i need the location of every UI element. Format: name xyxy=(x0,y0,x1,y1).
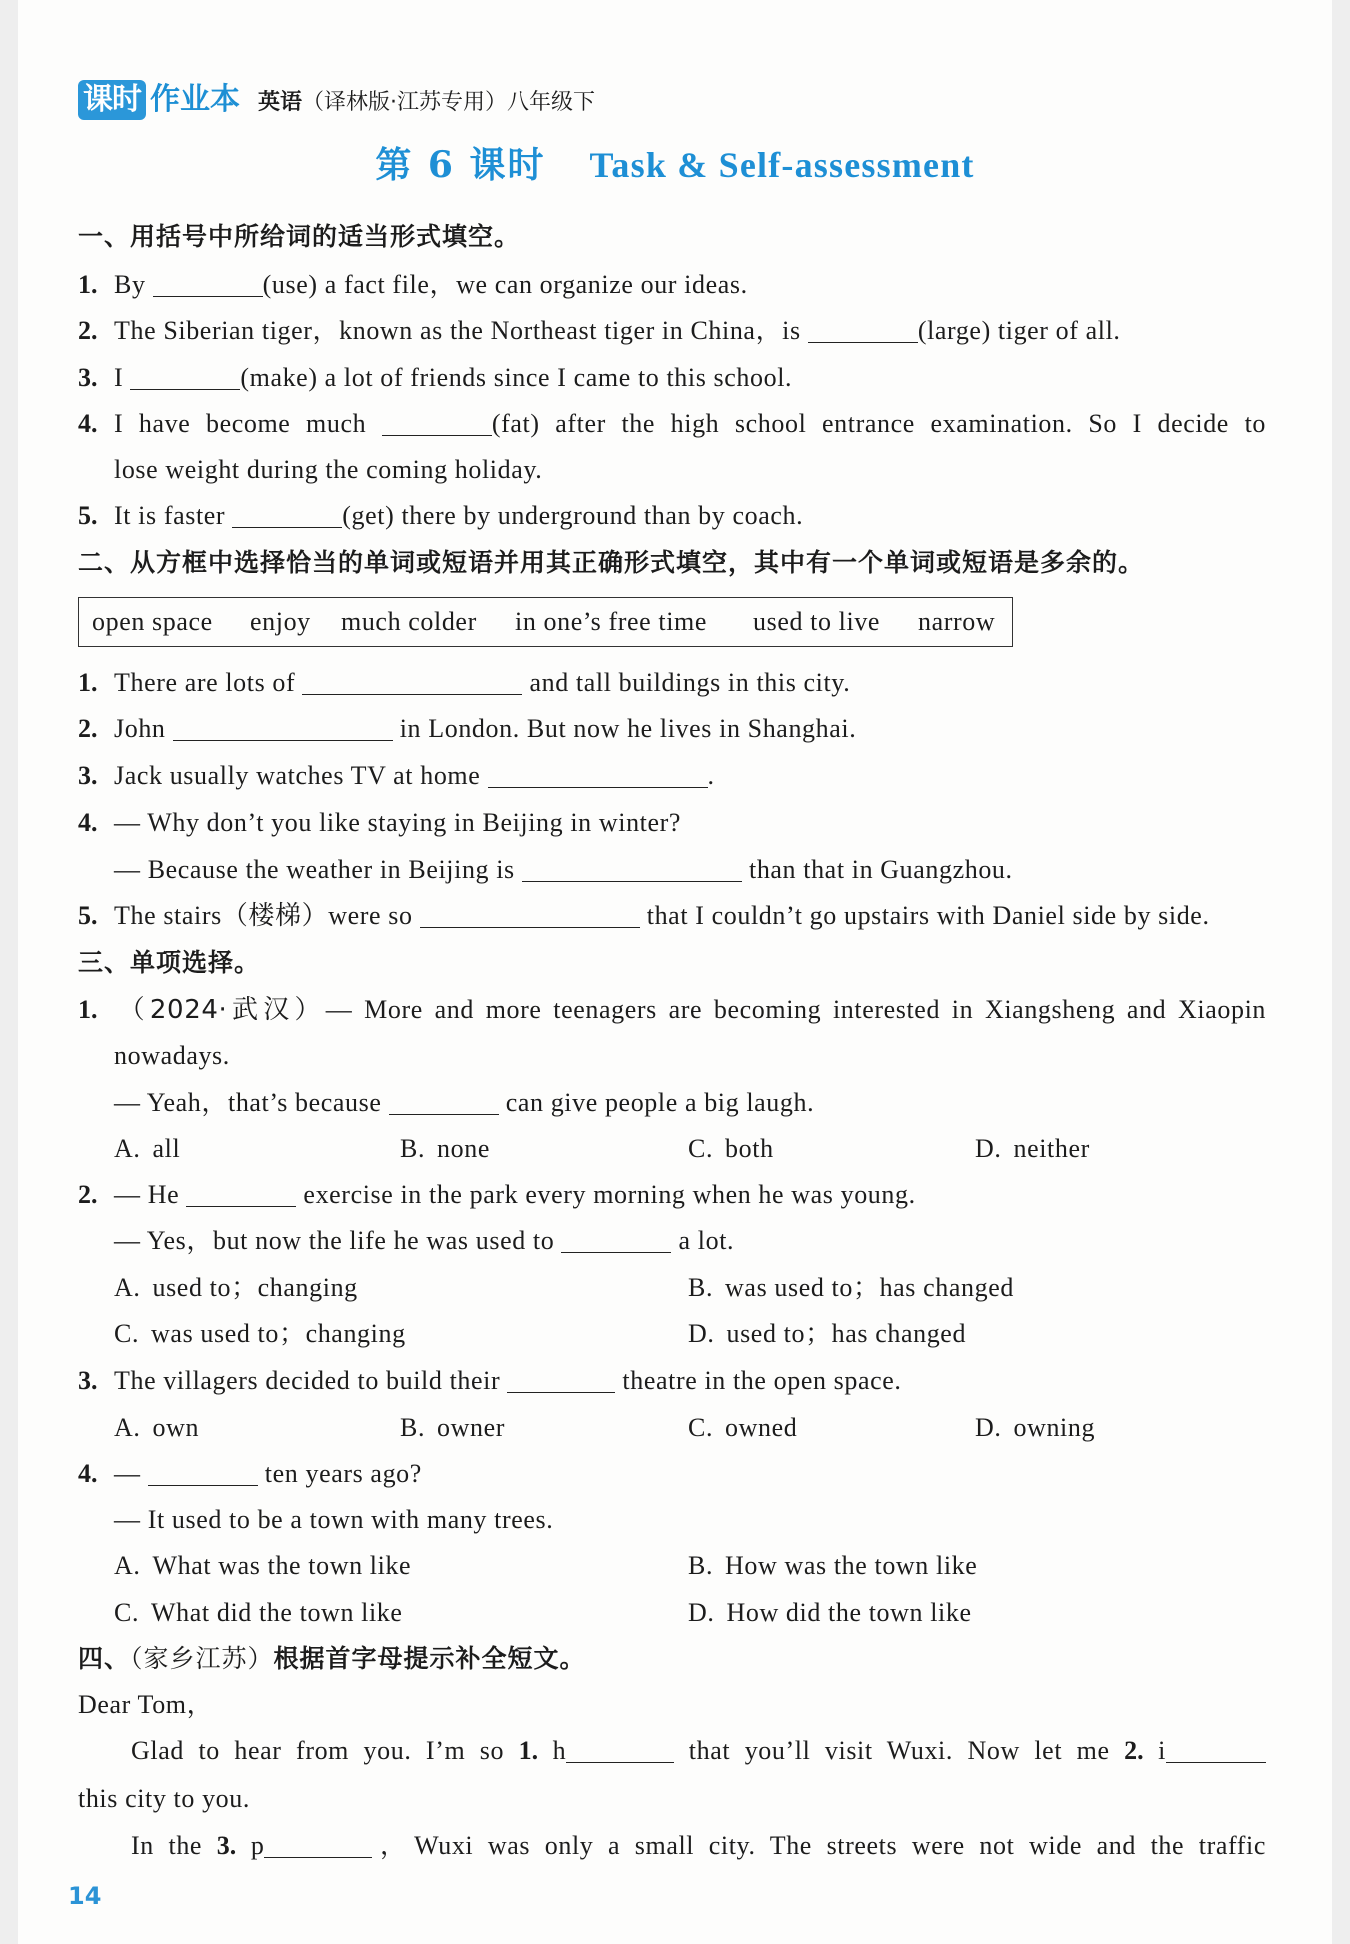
answer-blank xyxy=(1166,1738,1266,1763)
s2-q3-number: 3. xyxy=(78,761,98,790)
s1-q4-hint: (fat) after the high school entrance examination. So I decide to xyxy=(491,409,1266,438)
initial-letter-hint: p xyxy=(236,1831,265,1860)
s2-q5-number: 5. xyxy=(78,901,98,930)
s3-q1-options xyxy=(78,1126,1266,1172)
s3-q4-options-cd xyxy=(78,1590,1266,1636)
s2-q5-text: The stairs xyxy=(114,901,222,930)
subject-label: 英语 xyxy=(258,89,303,115)
s2-q1-text: There are lots of xyxy=(114,668,303,697)
s3-question-3 xyxy=(78,1358,1266,1404)
s3-q3-text-end: theatre in the open space. xyxy=(615,1366,902,1395)
option-a xyxy=(114,1543,411,1589)
blank-number-3: 3. xyxy=(216,1831,237,1860)
passage-line-2: this city to you. xyxy=(78,1784,250,1813)
s2-q4-text-end: than that in Guangzhou. xyxy=(741,855,1013,884)
initial-letter-hint: i xyxy=(1143,1736,1166,1765)
option-letter: D. xyxy=(688,1319,715,1348)
s2-question-2 xyxy=(78,706,1266,752)
letter-greeting: Dear Tom， xyxy=(78,1690,214,1719)
s2-q4-number: 4. xyxy=(78,808,98,837)
logo-badge: 课时 xyxy=(78,80,146,120)
section-4-prefix: 四、 xyxy=(78,1644,131,1673)
section-4-tag: （家乡江苏） xyxy=(130,1644,274,1673)
option-text: used to；changing xyxy=(152,1273,358,1302)
s1-q2-number: 2. xyxy=(78,316,98,345)
s1-question-4 xyxy=(78,401,1266,447)
s1-question-1 xyxy=(78,262,1266,308)
option-text: none xyxy=(437,1134,490,1163)
s3-q2-options-cd xyxy=(78,1311,1266,1357)
s3-q2-line2-end: a lot. xyxy=(671,1226,735,1255)
answer-blank xyxy=(130,365,240,390)
option-letter: B. xyxy=(688,1273,714,1302)
blank-number-1: 1. xyxy=(518,1736,539,1765)
option-letter: A. xyxy=(114,1273,141,1302)
option-text: owning xyxy=(1013,1413,1096,1442)
s2-q3-text: Jack usually watches TV at home xyxy=(114,761,488,790)
s3-q1-number: 1. xyxy=(78,995,98,1024)
s3-question-4 xyxy=(78,1451,1266,1497)
option-letter: D. xyxy=(688,1598,715,1627)
answer-blank xyxy=(232,503,342,528)
s2-question-3 xyxy=(78,753,1266,799)
option-b xyxy=(400,1126,490,1172)
s1-question-3 xyxy=(78,355,1266,401)
s2-question-1 xyxy=(78,660,1266,706)
s2-q4-question: — Why don’t you like staying in Beijing in winter? xyxy=(114,808,682,837)
section-1-heading: 一、用括号中所给词的适当形式填空。 xyxy=(78,222,521,251)
answer-blank xyxy=(808,318,918,343)
word-option: enjoy xyxy=(250,607,311,636)
option-c xyxy=(688,1405,797,1451)
word-option: narrow xyxy=(918,607,996,636)
section-4-heading xyxy=(78,1636,1266,1682)
option-text: What was the town like xyxy=(152,1551,412,1580)
answer-blank xyxy=(561,1228,671,1253)
s2-question-4 xyxy=(78,800,1266,846)
option-c xyxy=(688,1126,774,1172)
s2-q5-text-end: that I couldn’t go upstairs with Daniel side by side. xyxy=(639,901,1210,930)
s2-q4-answer-line xyxy=(78,847,1266,893)
s3-q2-line1-end: exercise in the park every morning when he was young. xyxy=(296,1180,916,1209)
option-text: How did the town like xyxy=(726,1598,972,1627)
option-d xyxy=(975,1405,1095,1451)
s2-q3-text-end: . xyxy=(707,761,715,790)
s3-q1-line3-end: can give people a big laugh. xyxy=(498,1088,815,1117)
passage-text: In the xyxy=(131,1831,217,1860)
s1-q3-number: 3. xyxy=(78,363,98,392)
option-text: was used to；has changed xyxy=(725,1273,1014,1302)
option-text: used to；has changed xyxy=(726,1319,967,1348)
s3-question-2 xyxy=(78,1172,1266,1218)
s2-q1-number: 1. xyxy=(78,668,98,697)
answer-blank xyxy=(382,411,492,436)
s3-q3-options xyxy=(78,1405,1266,1451)
s3-q4-line2: — It used to be a town with many trees. xyxy=(114,1505,554,1534)
section-4-instruction: 根据首字母提示补全短文。 xyxy=(273,1644,586,1673)
option-a xyxy=(114,1405,199,1451)
passage-line-1 xyxy=(78,1728,1266,1774)
s3-q4-line1-end: ten years ago? xyxy=(257,1459,422,1488)
option-text: How was the town like xyxy=(725,1551,978,1580)
option-text: owned xyxy=(725,1413,798,1442)
s3-q2-options-ab xyxy=(78,1265,1266,1311)
answer-blank xyxy=(173,716,393,741)
s3-q1-line3-text: — Yeah，that’s because xyxy=(114,1088,389,1117)
s1-q4-continuation: lose weight during the coming holiday. xyxy=(114,455,543,484)
option-text: all xyxy=(152,1134,181,1163)
answer-blank xyxy=(507,1368,615,1393)
answer-blank xyxy=(389,1090,499,1115)
book-header xyxy=(78,78,595,122)
s2-q2-text: John xyxy=(114,714,173,743)
option-d xyxy=(688,1311,966,1357)
passage-text: Glad to hear from you. I’m so xyxy=(131,1736,519,1765)
s1-question-5 xyxy=(78,493,1266,539)
answer-blank xyxy=(420,903,640,928)
s1-q4-text: I have become much xyxy=(114,409,382,438)
s3-q1-line1: — More and more teenagers are becoming interested in Xiangsheng and Xiaopin xyxy=(325,995,1266,1024)
answer-blank xyxy=(522,857,742,882)
answer-blank xyxy=(264,1833,372,1858)
s2-question-5 xyxy=(78,893,1266,939)
s1-q4-number: 4. xyxy=(78,409,98,438)
option-text: What did the town like xyxy=(151,1598,403,1627)
s3-q3-text: The villagers decided to build their xyxy=(114,1366,508,1395)
s1-q1-text: By xyxy=(114,270,153,299)
s1-q5-hint: (get) there by underground than by coach. xyxy=(342,501,804,530)
s1-q5-number: 5. xyxy=(78,501,98,530)
lesson-number: 第 6 课时 xyxy=(375,144,546,186)
option-letter: D. xyxy=(975,1413,1002,1442)
s3-q2-line2-text: — Yes，but now the life he was used to xyxy=(114,1226,562,1255)
blank-number-2: 2. xyxy=(1124,1736,1144,1765)
s3-q2-line1-text: — He xyxy=(114,1180,187,1209)
s3-q4-options-ab xyxy=(78,1543,1266,1589)
s1-q2-text: The Siberian tiger，known as the Northeast tiger in China，is xyxy=(114,316,808,345)
edition-label: （译林版·江苏专用）八年级下 xyxy=(302,89,596,115)
s2-q4-text: — Because the weather in Beijing is xyxy=(114,855,522,884)
option-text: was used to；changing xyxy=(151,1319,406,1348)
logo-text: 作业本 xyxy=(150,82,240,117)
s3-q4-line1-text: — xyxy=(114,1459,148,1488)
option-text: neither xyxy=(1013,1134,1090,1163)
s1-question-2 xyxy=(78,308,1266,354)
word-option: much colder xyxy=(341,607,477,636)
word-option: used to live xyxy=(753,607,881,636)
option-c xyxy=(114,1311,406,1357)
section-3-heading: 三、单项选择。 xyxy=(78,948,261,977)
option-b xyxy=(688,1543,977,1589)
s3-q1-line3 xyxy=(78,1080,1266,1126)
page-number: 14 xyxy=(68,1882,102,1910)
s1-q1-number: 1. xyxy=(78,270,98,299)
option-text: own xyxy=(152,1413,200,1442)
option-b xyxy=(688,1265,1014,1311)
s1-q3-text: I xyxy=(114,363,131,392)
option-d xyxy=(688,1590,972,1636)
word-option: open space xyxy=(92,607,213,636)
passage-text: ，Wuxi was only a small city. The streets were not wide and the traffic xyxy=(372,1831,1267,1860)
option-a xyxy=(114,1126,180,1172)
option-letter: C. xyxy=(114,1319,140,1348)
answer-blank xyxy=(302,670,522,695)
option-letter: B. xyxy=(400,1134,426,1163)
option-letter: C. xyxy=(688,1413,714,1442)
page-title xyxy=(0,137,1350,193)
s2-q2-number: 2. xyxy=(78,714,98,743)
option-text: owner xyxy=(437,1413,506,1442)
word-box xyxy=(78,597,1013,647)
s3-q1-line2: nowadays. xyxy=(114,1041,230,1070)
option-letter: A. xyxy=(114,1413,141,1442)
s3-q2-number: 2. xyxy=(78,1180,98,1209)
section-2-heading: 二、从方框中选择恰当的单词或短语并用其正确形式填空，其中有一个单词或短语是多余的。 xyxy=(78,548,1145,577)
answer-blank xyxy=(153,272,263,297)
word-option: in one’s free time xyxy=(515,607,708,636)
option-b xyxy=(400,1405,505,1451)
answer-blank xyxy=(566,1738,674,1763)
option-letter: C. xyxy=(114,1598,140,1627)
option-c xyxy=(114,1590,403,1636)
initial-letter-hint: h xyxy=(538,1736,567,1765)
s2-q5-text-2: were so xyxy=(328,901,420,930)
s1-q1-hint: (use) a fact file，we can organize our ideas. xyxy=(262,270,748,299)
s3-q4-number: 4. xyxy=(78,1459,98,1488)
option-letter: C. xyxy=(688,1134,714,1163)
s1-q5-text: It is faster xyxy=(114,501,233,530)
option-a xyxy=(114,1265,358,1311)
option-letter: B. xyxy=(688,1551,714,1580)
s3-q1-source: （2024·武汉） xyxy=(114,995,326,1025)
option-letter: A. xyxy=(114,1134,141,1163)
option-d xyxy=(975,1126,1090,1172)
passage-text: that you’ll visit Wuxi. Now let me xyxy=(674,1736,1125,1765)
option-letter: B. xyxy=(400,1413,426,1442)
answer-blank xyxy=(488,763,708,788)
answer-blank xyxy=(148,1461,258,1486)
s1-q3-hint: (make) a lot of friends since I came to this school. xyxy=(240,363,793,392)
option-letter: D. xyxy=(975,1134,1002,1163)
lesson-topic: Task & Self-assessment xyxy=(589,145,975,185)
option-letter: A. xyxy=(114,1551,141,1580)
option-text: both xyxy=(725,1134,774,1163)
passage-line-3 xyxy=(78,1823,1266,1869)
s3-q2-line2 xyxy=(78,1218,1266,1264)
s2-q1-text-end: and tall buildings in this city. xyxy=(522,668,851,697)
answer-blank xyxy=(186,1182,296,1207)
s3-q3-number: 3. xyxy=(78,1366,98,1395)
s1-q2-hint: (large) tiger of all. xyxy=(917,316,1121,345)
s3-question-1 xyxy=(78,987,1266,1033)
s2-q2-text-end: in London. But now he lives in Shanghai. xyxy=(392,714,857,743)
s2-q5-note: （楼梯） xyxy=(221,901,329,931)
